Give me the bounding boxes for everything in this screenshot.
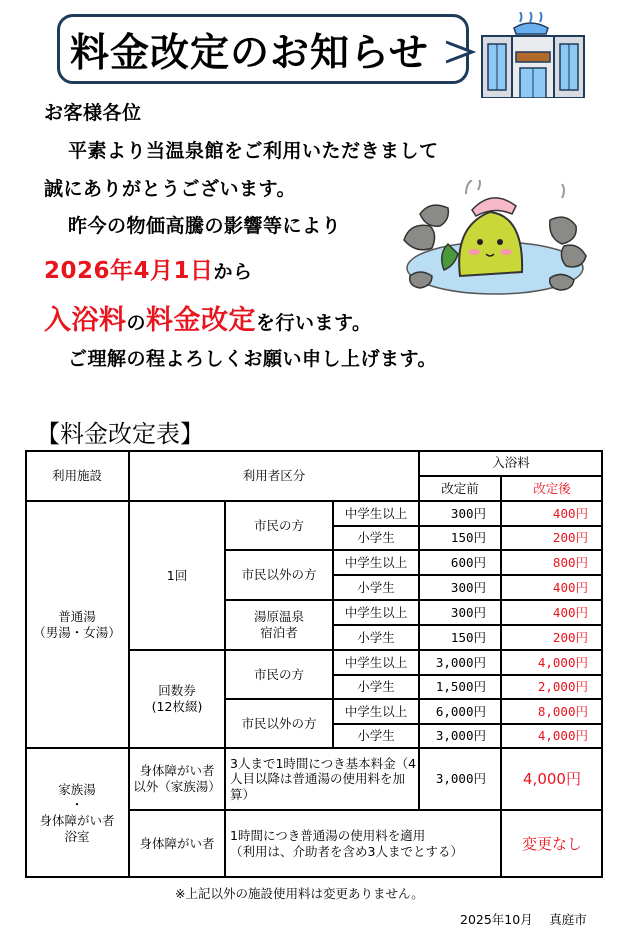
facility-normal-bath: 普通湯 （男湯・女湯） <box>25 501 129 748</box>
user-citizen: 市民の方 <box>225 501 333 550</box>
price-before: 600円 <box>419 550 501 575</box>
intro-text: を行います。 <box>256 312 372 334</box>
price-before: 1,500円 <box>419 675 501 699</box>
intro-line: 昨今の物価高騰の影響等により <box>68 215 342 237</box>
price-after: 2,000円 <box>501 675 603 699</box>
age-child: 小学生 <box>333 526 419 550</box>
announce-revision: 料金改定 <box>146 305 257 336</box>
facility-family-bath: 家族湯 ・ 身体障がい者 浴室 <box>25 748 129 878</box>
intro-closing: ご理解の程よろしくお願い申し上げます。 <box>68 348 437 370</box>
intro-text: の <box>126 312 147 334</box>
header-facility: 利用施設 <box>25 450 129 501</box>
mascot-onsen-illustration <box>400 180 590 298</box>
price-before: 300円 <box>419 600 501 625</box>
onsen-building-icon <box>478 12 588 98</box>
price-before: 3,000円 <box>419 650 501 675</box>
fee-revision-table <box>25 450 603 878</box>
table-title: 【料金改定表】 <box>36 420 204 448</box>
user-onsen-guest: 湯原温泉 宿泊者 <box>225 600 333 650</box>
header-after: 改定後 <box>501 476 603 501</box>
user-disabled: 身体障がい者 <box>129 810 225 878</box>
age-child: 小学生 <box>333 625 419 650</box>
intro-greeting: お客様各位 <box>44 102 142 124</box>
footnote: ※上記以外の施設使用料は変更ありません。 <box>175 886 424 901</box>
age-child: 小学生 <box>333 724 419 748</box>
price-before: 300円 <box>419 501 501 526</box>
announce-bath-fee: 入浴料 <box>44 305 127 336</box>
price-after: 400円 <box>501 501 603 526</box>
intro-date-line <box>44 252 253 285</box>
header-before: 改定前 <box>419 476 501 501</box>
age-junior: 中学生以上 <box>333 501 419 526</box>
intro-text: から <box>213 261 253 283</box>
intro-line: 平素より当温泉館をご利用いただきまして <box>68 140 439 162</box>
title-bubble-tail <box>446 40 476 64</box>
price-after: 400円 <box>501 600 603 625</box>
family-bath-description: 3人まで1時間につき基本料金（4人目以降は普通湯の使用料を加算） <box>225 748 419 810</box>
category-coupon: 回数券 (12枚綴) <box>129 650 225 748</box>
price-after: 200円 <box>501 625 603 650</box>
age-junior: 中学生以上 <box>333 600 419 625</box>
disabled-bath-description: 1時間につき普通湯の使用料を適用 （利用は、介助者を含め3人までとする） <box>225 810 501 878</box>
price-after: 400円 <box>501 575 603 600</box>
family-price-before: 3,000円 <box>419 748 501 810</box>
price-before: 6,000円 <box>419 699 501 724</box>
price-after: 4,000円 <box>501 650 603 675</box>
price-after: 8,000円 <box>501 699 603 724</box>
user-noncitizen: 市民以外の方 <box>225 699 333 748</box>
age-junior: 中学生以上 <box>333 699 419 724</box>
disabled-price-after: 変更なし <box>501 810 603 878</box>
user-citizen: 市民の方 <box>225 650 333 699</box>
intro-announce-line <box>44 298 372 337</box>
intro-line: 誠にありがとうございます。 <box>44 178 296 200</box>
price-after: 200円 <box>501 526 603 550</box>
age-child: 小学生 <box>333 575 419 600</box>
price-before: 150円 <box>419 625 501 650</box>
header-bath-fee: 入浴料 <box>419 450 603 476</box>
user-non-disabled: 身体障がい者 以外（家族湯） <box>129 748 225 810</box>
price-before: 150円 <box>419 526 501 550</box>
family-price-after: 4,000円 <box>501 748 603 810</box>
header-user-category: 利用者区分 <box>129 450 419 501</box>
age-child: 小学生 <box>333 675 419 699</box>
issue-date-and-issuer: 2025年10月 真庭市 <box>460 912 587 927</box>
price-before: 3,000円 <box>419 724 501 748</box>
page-title: 料金改定のお知らせ <box>70 31 429 76</box>
price-before: 300円 <box>419 575 501 600</box>
price-after: 4,000円 <box>501 724 603 748</box>
age-junior: 中学生以上 <box>333 650 419 675</box>
category-once: 1回 <box>129 501 225 650</box>
price-after: 800円 <box>501 550 603 575</box>
effective-date: 2026年4月1日 <box>44 258 214 284</box>
age-junior: 中学生以上 <box>333 550 419 575</box>
user-noncitizen: 市民以外の方 <box>225 550 333 600</box>
